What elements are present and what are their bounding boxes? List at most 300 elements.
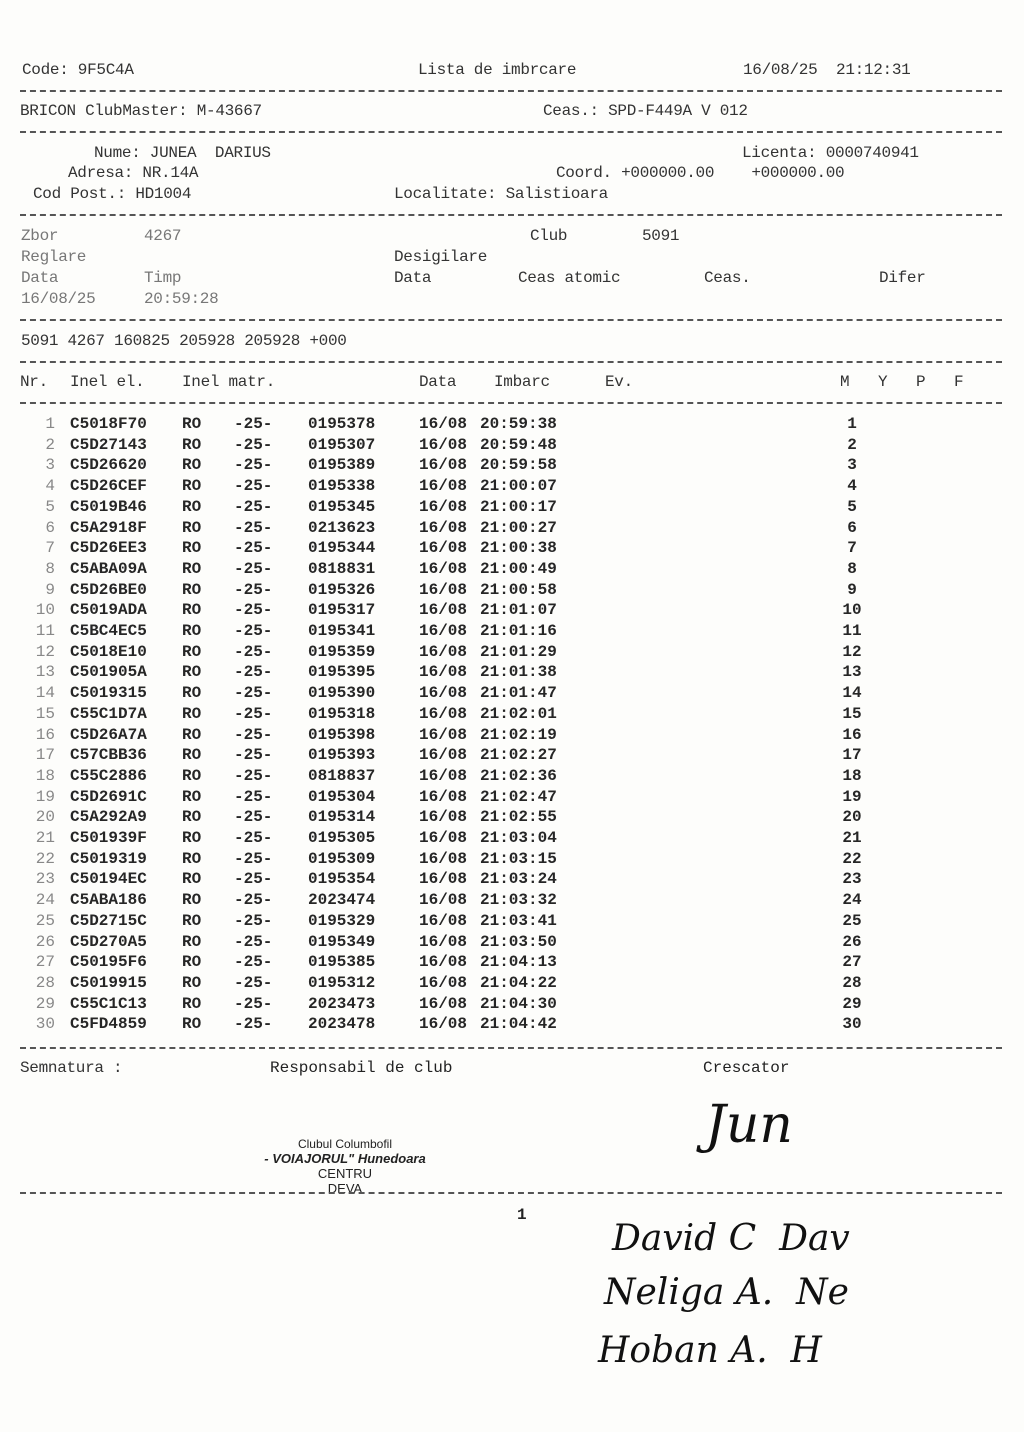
row-number: 13 — [35, 663, 55, 682]
basket-date: 16/08 — [419, 911, 468, 930]
basket-date: 16/08 — [419, 953, 468, 972]
ring-number: 0195390 — [308, 684, 376, 703]
row-number: 20 — [35, 808, 55, 827]
table-row — [0, 953, 1024, 973]
ring-year: -25- — [234, 911, 273, 930]
row-number: 6 — [45, 518, 55, 537]
ring-number: 0195385 — [308, 953, 376, 972]
basket-date: 16/08 — [419, 704, 468, 723]
basket-time: 21:00:17 — [480, 497, 557, 516]
electronic-ring: C5019ADA — [70, 601, 147, 620]
ring-number: 0195312 — [308, 973, 376, 992]
basket-date: 16/08 — [419, 849, 468, 868]
ring-country: RO — [182, 891, 202, 910]
electronic-ring: C5D2691C — [70, 787, 147, 806]
ring-year: -25- — [234, 953, 273, 972]
ring-number: 0818831 — [308, 559, 376, 578]
ring-country: RO — [182, 849, 202, 868]
ring-country: RO — [182, 456, 202, 475]
ring-country: RO — [182, 415, 202, 433]
ring-number: 0195307 — [308, 435, 376, 454]
club-stamp — [230, 1137, 460, 1196]
row-number: 23 — [35, 870, 55, 889]
row-number: 3 — [45, 456, 55, 475]
col-y: Y — [878, 373, 888, 391]
table-row — [0, 539, 1024, 559]
basket-time: 21:02:19 — [480, 725, 557, 744]
row-number: 9 — [45, 580, 55, 599]
divider — [20, 1047, 1002, 1049]
electronic-ring: C5019915 — [70, 973, 147, 992]
basket-date: 16/08 — [419, 932, 468, 951]
table-row — [0, 829, 1024, 849]
clubmaster-id: BRICON ClubMaster: M-43667 — [20, 102, 262, 120]
table-row — [0, 663, 1024, 683]
basket-date: 16/08 — [419, 622, 468, 640]
ring-year: -25- — [234, 808, 273, 827]
ring-year: -25- — [234, 829, 273, 847]
stamp-line: - VOIAJORUL" Hunedoara — [264, 1151, 426, 1166]
row-number: 22 — [35, 849, 55, 868]
basket-time: 21:01:47 — [480, 684, 557, 703]
ring-number: 0195338 — [308, 477, 376, 496]
m-value: 1 — [847, 415, 857, 433]
ring-number: 0195305 — [308, 829, 376, 847]
table-row — [0, 643, 1024, 663]
basket-time: 21:04:22 — [480, 973, 557, 992]
electronic-ring: C55C1C13 — [70, 994, 147, 1013]
m-value: 13 — [842, 663, 862, 682]
stamp-line: Clubul Columbofil — [297, 1137, 393, 1151]
ring-year: -25- — [234, 994, 273, 1013]
row-number: 15 — [35, 704, 55, 723]
divider — [20, 90, 1002, 92]
breeder-signature: Jun — [705, 1095, 793, 1155]
electronic-ring: C5D2715C — [70, 911, 147, 930]
ring-number: 0195341 — [308, 622, 376, 640]
ring-country: RO — [182, 725, 202, 744]
basket-date: 16/08 — [419, 663, 468, 682]
ring-year: -25- — [234, 559, 273, 578]
electronic-ring: C501905A — [70, 663, 147, 682]
ring-country: RO — [182, 787, 202, 806]
col-inel-matr: Inel matr. — [182, 373, 276, 391]
ring-year: -25- — [234, 539, 273, 558]
club-label: Club — [530, 227, 568, 245]
basket-time: 21:02:27 — [480, 746, 557, 765]
m-value: 22 — [842, 849, 862, 868]
basket-date: 16/08 — [419, 539, 468, 558]
ring-number: 0195345 — [308, 497, 376, 516]
witness-signature: David C Dav — [612, 1218, 850, 1259]
ring-country: RO — [182, 477, 202, 496]
ring-country: RO — [182, 435, 202, 454]
table-row — [0, 456, 1024, 476]
table-row — [0, 808, 1024, 828]
row-number: 11 — [35, 622, 55, 640]
ring-number: 0195393 — [308, 746, 376, 765]
reglare-label: Reglare — [21, 248, 87, 266]
m-value: 10 — [842, 601, 862, 620]
ring-year: -25- — [234, 849, 273, 868]
table-row — [0, 436, 1024, 456]
ring-year: -25- — [234, 684, 273, 703]
m-value: 15 — [842, 704, 862, 723]
table-row — [0, 912, 1024, 932]
electronic-ring: C5019315 — [70, 684, 147, 703]
basket-date: 16/08 — [419, 518, 468, 537]
col-ev: Ev. — [605, 373, 633, 391]
ring-country: RO — [182, 539, 202, 558]
ring-country: RO — [182, 808, 202, 827]
basket-date: 16/08 — [419, 477, 468, 496]
basket-time: 20:59:58 — [480, 456, 557, 475]
ring-number: 0818837 — [308, 766, 376, 785]
ring-country: RO — [182, 601, 202, 620]
electronic-ring: C5FD4859 — [70, 1015, 147, 1034]
electronic-ring: C5BC4EC5 — [70, 622, 147, 640]
m-value: 18 — [842, 766, 862, 785]
ring-number: 0195354 — [308, 870, 376, 889]
table-row — [0, 705, 1024, 725]
table-row — [0, 581, 1024, 601]
electronic-ring: C5D26EE3 — [70, 539, 147, 558]
basket-time: 21:03:04 — [480, 829, 557, 847]
col-nr: Nr. — [20, 373, 48, 391]
electronic-ring: C55C1D7A — [70, 704, 147, 723]
basket-date: 16/08 — [419, 642, 468, 661]
col-p: P — [916, 373, 926, 391]
ring-country: RO — [182, 932, 202, 951]
ring-number: 0195389 — [308, 456, 376, 475]
table-row — [0, 726, 1024, 746]
table-row — [0, 622, 1024, 642]
ring-number: 0195344 — [308, 539, 376, 558]
col-data: Data — [419, 373, 457, 391]
ring-number: 2023473 — [308, 994, 376, 1013]
club-responsible-label: Responsabil de club — [270, 1059, 453, 1077]
basket-date: 16/08 — [419, 766, 468, 785]
electronic-ring: C5ABA09A — [70, 559, 147, 578]
ring-year: -25- — [234, 725, 273, 744]
basket-date: 16/08 — [419, 746, 468, 765]
electronic-ring: C5D26CEF — [70, 477, 147, 496]
ring-year: -25- — [234, 973, 273, 992]
table-row — [0, 850, 1024, 870]
row-number: 30 — [35, 1015, 55, 1034]
electronic-ring: C5A292A9 — [70, 808, 147, 827]
clock-id: Ceas.: SPD-F449A V 012 — [543, 102, 748, 120]
table-row — [0, 601, 1024, 621]
stamp-line: DEVA — [327, 1181, 363, 1196]
basket-date: 16/08 — [419, 456, 468, 475]
ring-year: -25- — [234, 870, 273, 889]
basket-time: 21:00:49 — [480, 559, 557, 578]
owner-locality: Localitate: Salistioara — [394, 185, 608, 203]
m-value: 14 — [842, 684, 862, 703]
ring-number: 0195378 — [308, 415, 376, 433]
ring-country: RO — [182, 994, 202, 1013]
basket-time: 21:03:41 — [480, 911, 557, 930]
electronic-ring: C5018E10 — [70, 642, 147, 661]
basket-date: 16/08 — [419, 497, 468, 516]
divider — [20, 131, 1002, 133]
m-value: 23 — [842, 870, 862, 889]
owner-coordinates: Coord. +000000.00 +000000.00 — [556, 164, 845, 182]
electronic-ring: C5D270A5 — [70, 932, 147, 951]
ring-country: RO — [182, 1015, 202, 1034]
electronic-ring: C55C2886 — [70, 766, 147, 785]
row-number: 24 — [35, 891, 55, 910]
basket-date: 16/08 — [419, 415, 468, 433]
m-value: 3 — [847, 456, 857, 475]
table-row — [0, 891, 1024, 911]
ring-year: -25- — [234, 497, 273, 516]
flight-number: 4267 — [144, 227, 182, 245]
row-number: 2 — [45, 435, 55, 454]
electronic-ring: C5D26620 — [70, 456, 147, 475]
electronic-ring: C5A2918F — [70, 518, 147, 537]
basket-time: 20:59:48 — [480, 435, 557, 454]
basket-date: 16/08 — [419, 973, 468, 992]
table-row — [0, 870, 1024, 890]
divider — [20, 214, 1002, 216]
table-row — [0, 788, 1024, 808]
row-number: 19 — [35, 787, 55, 806]
basket-date: 16/08 — [419, 808, 468, 827]
ring-year: -25- — [234, 477, 273, 496]
reglare-time: 20:59:28 — [144, 290, 219, 308]
ring-year: -25- — [234, 766, 273, 785]
owner-address: Adresa: NR.14A — [68, 164, 199, 182]
table-row — [0, 684, 1024, 704]
basket-time: 21:03:15 — [480, 849, 557, 868]
electronic-ring: C5D27143 — [70, 435, 147, 454]
row-number: 27 — [35, 953, 55, 972]
document-title: Lista de imbrcare — [418, 61, 577, 79]
row-number: 7 — [45, 539, 55, 558]
ring-number: 0195309 — [308, 849, 376, 868]
ring-year: -25- — [234, 415, 273, 433]
basket-date: 16/08 — [419, 994, 468, 1013]
document-code: Code: 9F5C4A — [22, 61, 134, 79]
m-value: 8 — [847, 559, 857, 578]
m-value: 28 — [842, 973, 862, 992]
breeder-label: Crescator — [703, 1059, 790, 1077]
ring-year: -25- — [234, 622, 273, 640]
row-number: 25 — [35, 911, 55, 930]
ring-country: RO — [182, 663, 202, 682]
table-row — [0, 1015, 1024, 1035]
divider — [20, 319, 1002, 321]
m-value: 6 — [847, 518, 857, 537]
owner-name: Nume: JUNEA DARIUS — [94, 144, 271, 162]
ring-country: RO — [182, 497, 202, 516]
page-number: 1 — [517, 1206, 527, 1224]
row-number: 21 — [35, 829, 55, 847]
ring-year: -25- — [234, 932, 273, 951]
basket-time: 21:02:36 — [480, 766, 557, 785]
electronic-ring: C50195F6 — [70, 953, 147, 972]
ring-number: 0195314 — [308, 808, 376, 827]
row-number: 26 — [35, 932, 55, 951]
ring-country: RO — [182, 953, 202, 972]
row-number: 4 — [45, 477, 55, 496]
ring-country: RO — [182, 622, 202, 640]
col-m: M — [840, 373, 850, 391]
basket-date: 16/08 — [419, 580, 468, 599]
ring-year: -25- — [234, 746, 273, 765]
basket-time: 21:04:42 — [480, 1015, 557, 1034]
ring-year: -25- — [234, 787, 273, 806]
basket-time: 21:01:07 — [480, 601, 557, 620]
desigilare-data-label: Data — [394, 269, 432, 287]
ring-year: -25- — [234, 1015, 273, 1034]
document-datetime: 16/08/25 21:12:31 — [743, 61, 911, 79]
flight-code-line: 5091 4267 160825 205928 205928 +000 — [21, 332, 347, 350]
electronic-ring: C5019319 — [70, 849, 147, 868]
row-number: 17 — [35, 746, 55, 765]
ring-number: 0195395 — [308, 663, 376, 682]
basket-time: 21:02:01 — [480, 704, 557, 723]
difer-label: Difer — [879, 269, 926, 287]
ring-country: RO — [182, 580, 202, 599]
ceas-label: Ceas. — [704, 269, 751, 287]
basket-date: 16/08 — [419, 1015, 468, 1034]
ring-country: RO — [182, 911, 202, 930]
basket-time: 21:04:30 — [480, 994, 557, 1013]
m-value: 4 — [847, 477, 857, 496]
ring-number: 0195359 — [308, 642, 376, 661]
m-value: 21 — [842, 829, 862, 847]
table-row — [0, 746, 1024, 766]
basket-time: 21:04:13 — [480, 953, 557, 972]
row-number: 28 — [35, 973, 55, 992]
basket-date: 16/08 — [419, 435, 468, 454]
m-value: 5 — [847, 497, 857, 516]
owner-postal-code: Cod Post.: HD1004 — [33, 185, 192, 203]
ring-number: 0195304 — [308, 787, 376, 806]
basket-time: 20:59:38 — [480, 415, 557, 433]
electronic-ring: C57CBB36 — [70, 746, 147, 765]
divider — [20, 402, 1002, 404]
witness-signature: Hoban A. H — [598, 1330, 822, 1371]
table-row — [0, 477, 1024, 497]
m-value: 7 — [847, 539, 857, 558]
ring-number: 0195329 — [308, 911, 376, 930]
m-value: 26 — [842, 932, 862, 951]
divider — [20, 1192, 1002, 1194]
table-row — [0, 519, 1024, 539]
ring-country: RO — [182, 973, 202, 992]
m-value: 12 — [842, 642, 862, 661]
basket-time: 21:00:27 — [480, 518, 557, 537]
ring-country: RO — [182, 829, 202, 847]
reglare-date: 16/08/25 — [21, 290, 96, 308]
ring-country: RO — [182, 766, 202, 785]
m-value: 9 — [847, 580, 857, 599]
col-imbarc: Imbarc — [494, 373, 550, 391]
basket-time: 21:02:55 — [480, 808, 557, 827]
basket-time: 21:01:38 — [480, 663, 557, 682]
owner-license: Licenta: 0000740941 — [742, 144, 919, 162]
basket-time: 21:01:29 — [480, 642, 557, 661]
electronic-ring: C5D26BE0 — [70, 580, 147, 599]
basket-time: 21:03:50 — [480, 932, 557, 951]
table-row — [0, 560, 1024, 580]
m-value: 19 — [842, 787, 862, 806]
table-row — [0, 767, 1024, 787]
basket-date: 16/08 — [419, 725, 468, 744]
ring-country: RO — [182, 642, 202, 661]
ring-country: RO — [182, 684, 202, 703]
electronic-ring: C501939F — [70, 829, 147, 847]
flight-label: Zbor — [21, 227, 59, 245]
ring-country: RO — [182, 704, 202, 723]
ring-year: -25- — [234, 580, 273, 599]
row-number: 16 — [35, 725, 55, 744]
basket-date: 16/08 — [419, 684, 468, 703]
col-inel-el: Inel el. — [70, 373, 145, 391]
basket-date: 16/08 — [419, 891, 468, 910]
table-row — [0, 995, 1024, 1015]
signature-label: Semnatura : — [20, 1059, 123, 1077]
ring-number: 0195326 — [308, 580, 376, 599]
basket-date: 16/08 — [419, 601, 468, 620]
m-value: 16 — [842, 725, 862, 744]
basket-date: 16/08 — [419, 559, 468, 578]
electronic-ring: C5ABA186 — [70, 891, 147, 910]
m-value: 20 — [842, 808, 862, 827]
m-value: 27 — [842, 953, 862, 972]
desigilare-label: Desigilare — [394, 248, 488, 266]
electronic-ring: C5019B46 — [70, 497, 147, 516]
table-row — [0, 498, 1024, 518]
basket-time: 21:03:24 — [480, 870, 557, 889]
basket-time: 21:02:47 — [480, 787, 557, 806]
electronic-ring: C5018F70 — [70, 415, 147, 433]
ring-year: -25- — [234, 704, 273, 723]
row-number: 14 — [35, 684, 55, 703]
ring-number: 0213623 — [308, 518, 376, 537]
basket-time: 21:00:58 — [480, 580, 557, 599]
basket-date: 16/08 — [419, 829, 468, 847]
basket-time: 21:00:38 — [480, 539, 557, 558]
col-f: F — [954, 373, 964, 391]
row-number: 1 — [45, 415, 55, 433]
ring-number: 2023478 — [308, 1015, 376, 1034]
ring-country: RO — [182, 746, 202, 765]
basket-date: 16/08 — [419, 787, 468, 806]
timp-label: Timp — [144, 269, 182, 287]
ring-number: 0195398 — [308, 725, 376, 744]
basket-time: 21:00:07 — [480, 477, 557, 496]
ring-country: RO — [182, 870, 202, 889]
m-value: 30 — [842, 1015, 862, 1034]
ring-country: RO — [182, 559, 202, 578]
ring-year: -25- — [234, 663, 273, 682]
table-row — [0, 933, 1024, 953]
ring-year: -25- — [234, 601, 273, 620]
ring-year: -25- — [234, 891, 273, 910]
divider — [20, 361, 1002, 363]
ring-year: -25- — [234, 435, 273, 454]
ring-number: 0195317 — [308, 601, 376, 620]
basket-date: 16/08 — [419, 870, 468, 889]
ring-number: 2023474 — [308, 891, 376, 910]
row-number: 12 — [35, 642, 55, 661]
row-number: 10 — [35, 601, 55, 620]
